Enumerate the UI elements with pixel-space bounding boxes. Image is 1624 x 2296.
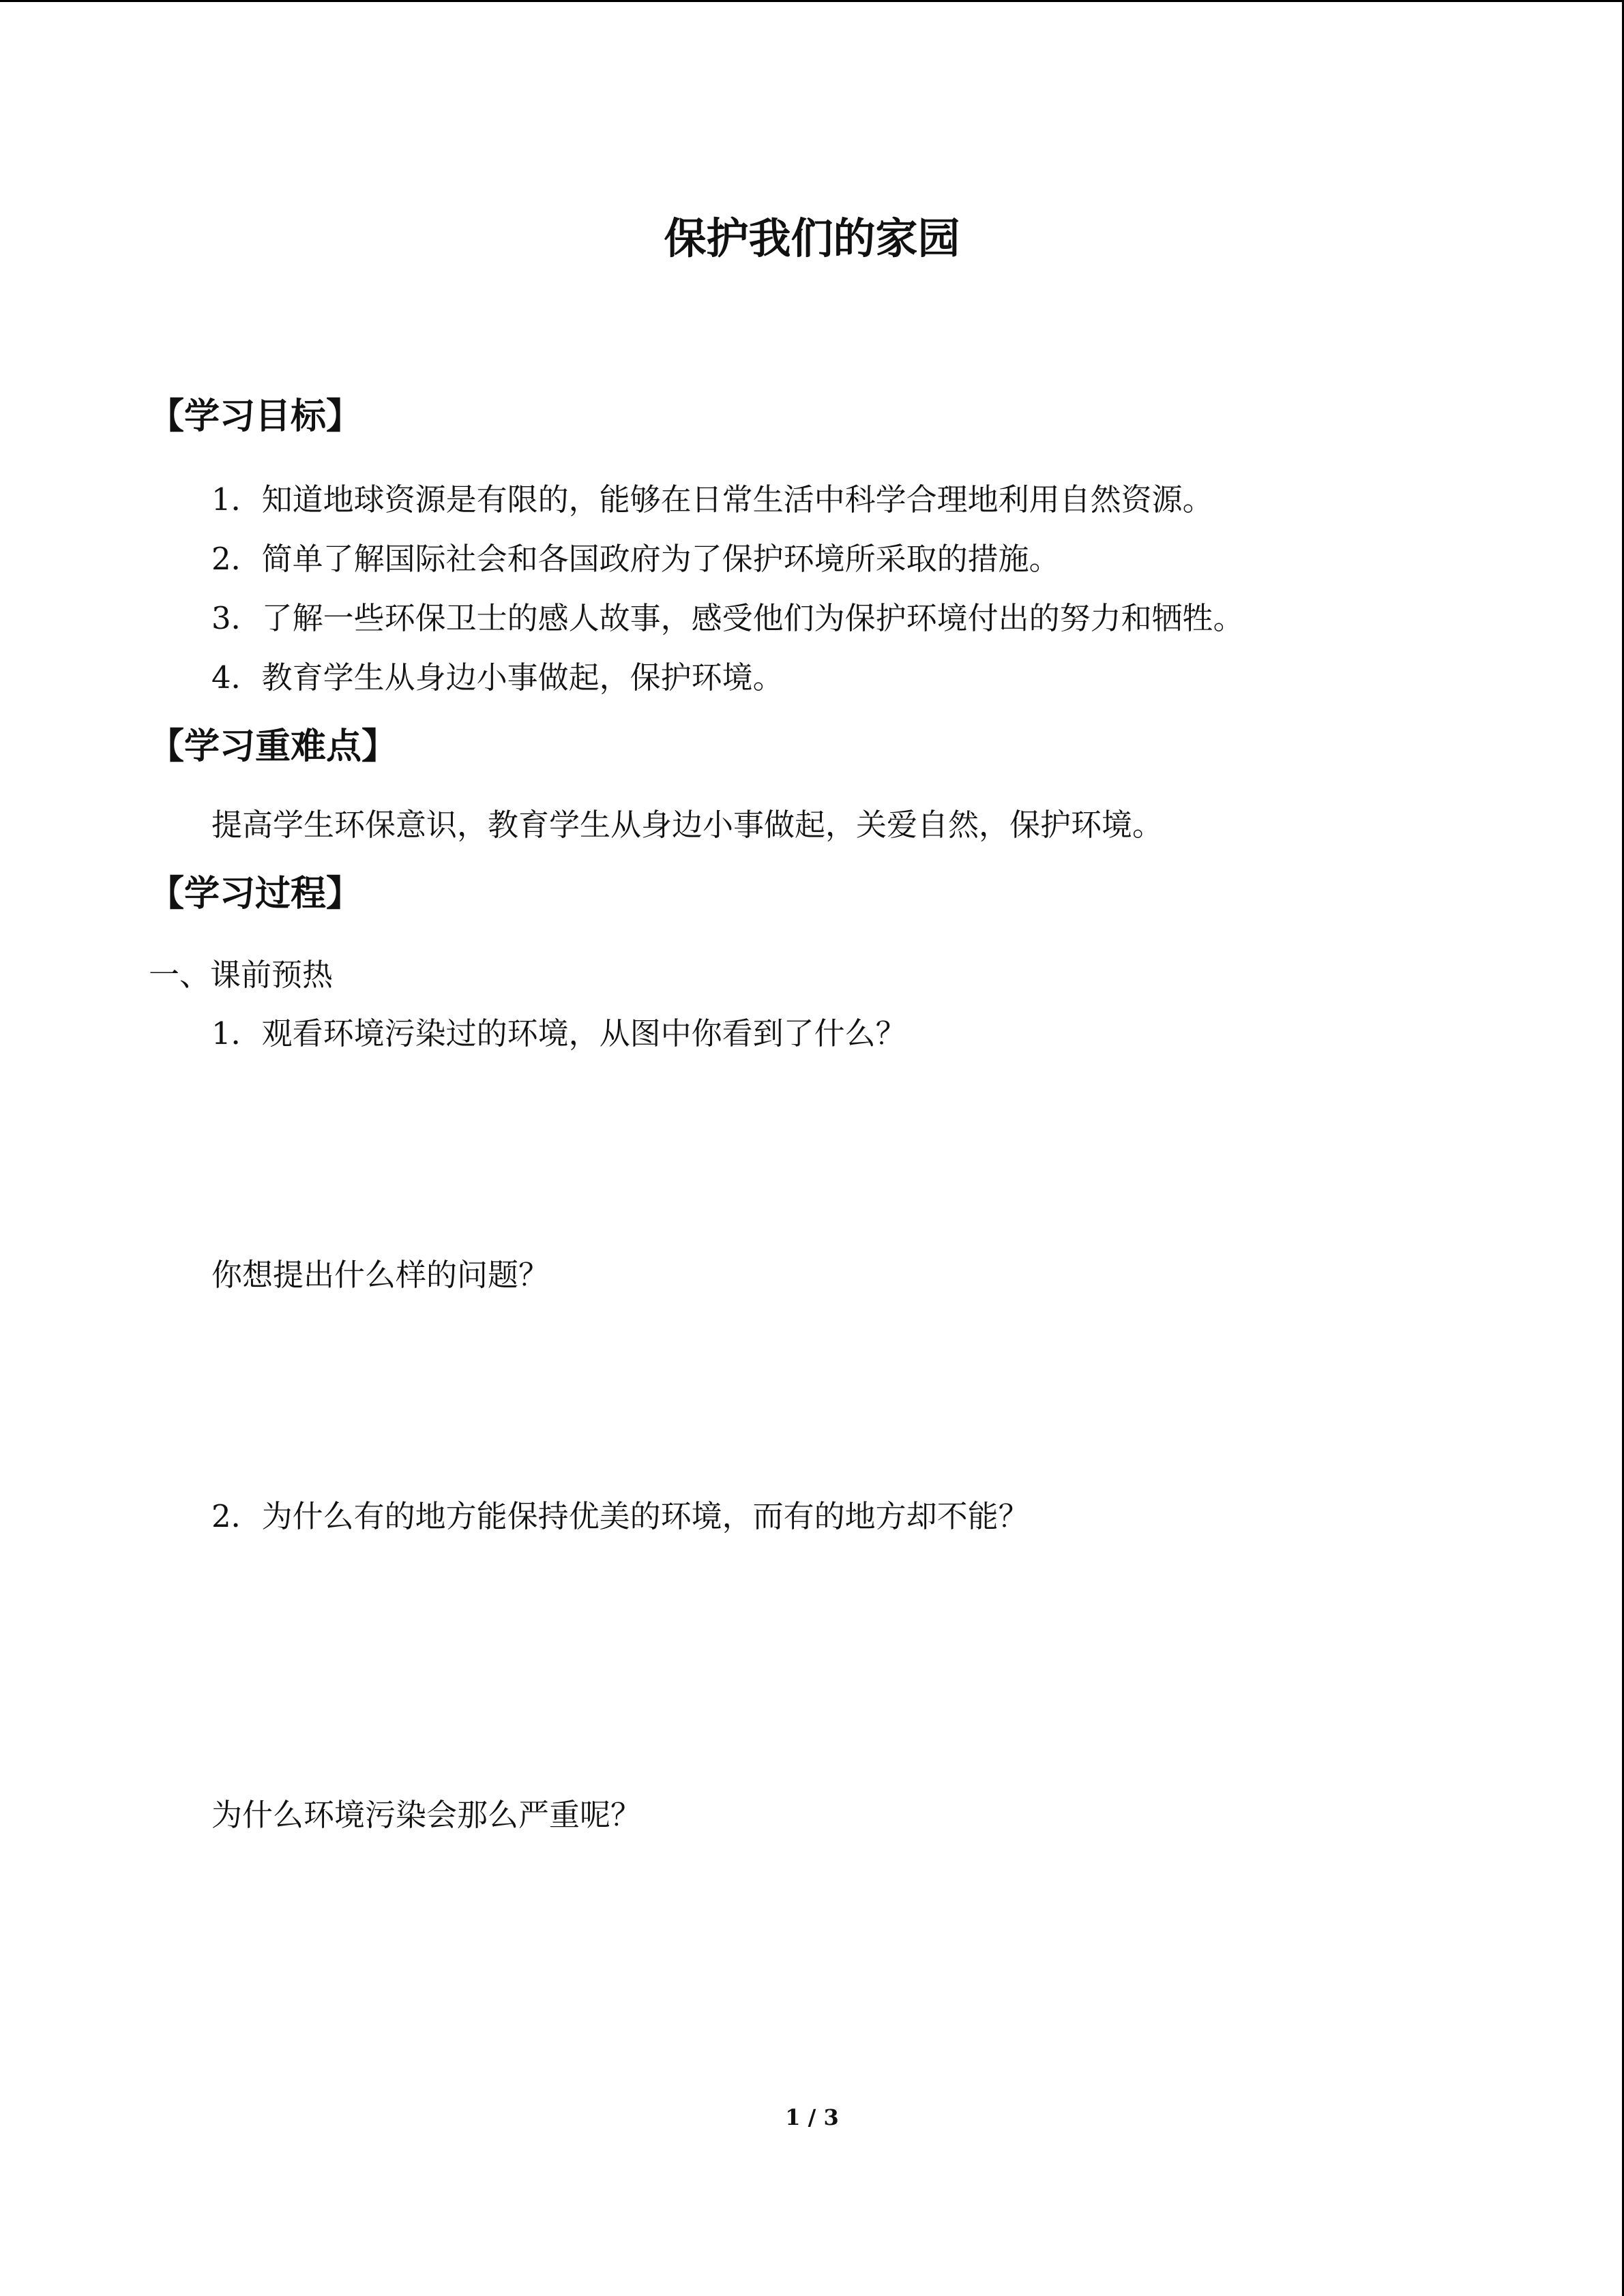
key-points-heading: 【学习重难点】 [149, 726, 398, 767]
goal-item-2: 2．简单了解国际社会和各国政府为了保护环境所采取的措施。 [211, 541, 1060, 577]
process-subheading: 一、课前预热 [149, 957, 334, 993]
question-2-followup: 为什么环境污染会那么严重呢？ [211, 1797, 642, 1833]
page-number: 1 / 3 [785, 2104, 839, 2130]
goal-item-3: 3．了解一些环保卫士的感人故事，感受他们为保护环境付出的努力和牺牲。 [211, 600, 1244, 636]
question-1-followup: 你想提出什么样的问题？ [211, 1257, 550, 1293]
goal-item-1: 1．知道地球资源是有限的，能够在日常生活中科学合理地利用自然资源。 [211, 481, 1213, 518]
key-points-text: 提高学生环保意识，教育学生从身边小事做起，关爱自然，保护环境。 [211, 807, 1164, 843]
document-title: 保护我们的家园 [664, 213, 960, 263]
process-heading: 【学习过程】 [149, 874, 362, 914]
goals-heading: 【学习目标】 [149, 396, 362, 437]
goal-item-4: 4．教育学生从身边小事做起，保护环境。 [211, 659, 784, 696]
question-2: 2．为什么有的地方能保持优美的环境，而有的地方却不能？ [211, 1498, 1029, 1534]
question-1: 1．观看环境污染过的环境，从图中你看到了什么？ [211, 1015, 906, 1052]
